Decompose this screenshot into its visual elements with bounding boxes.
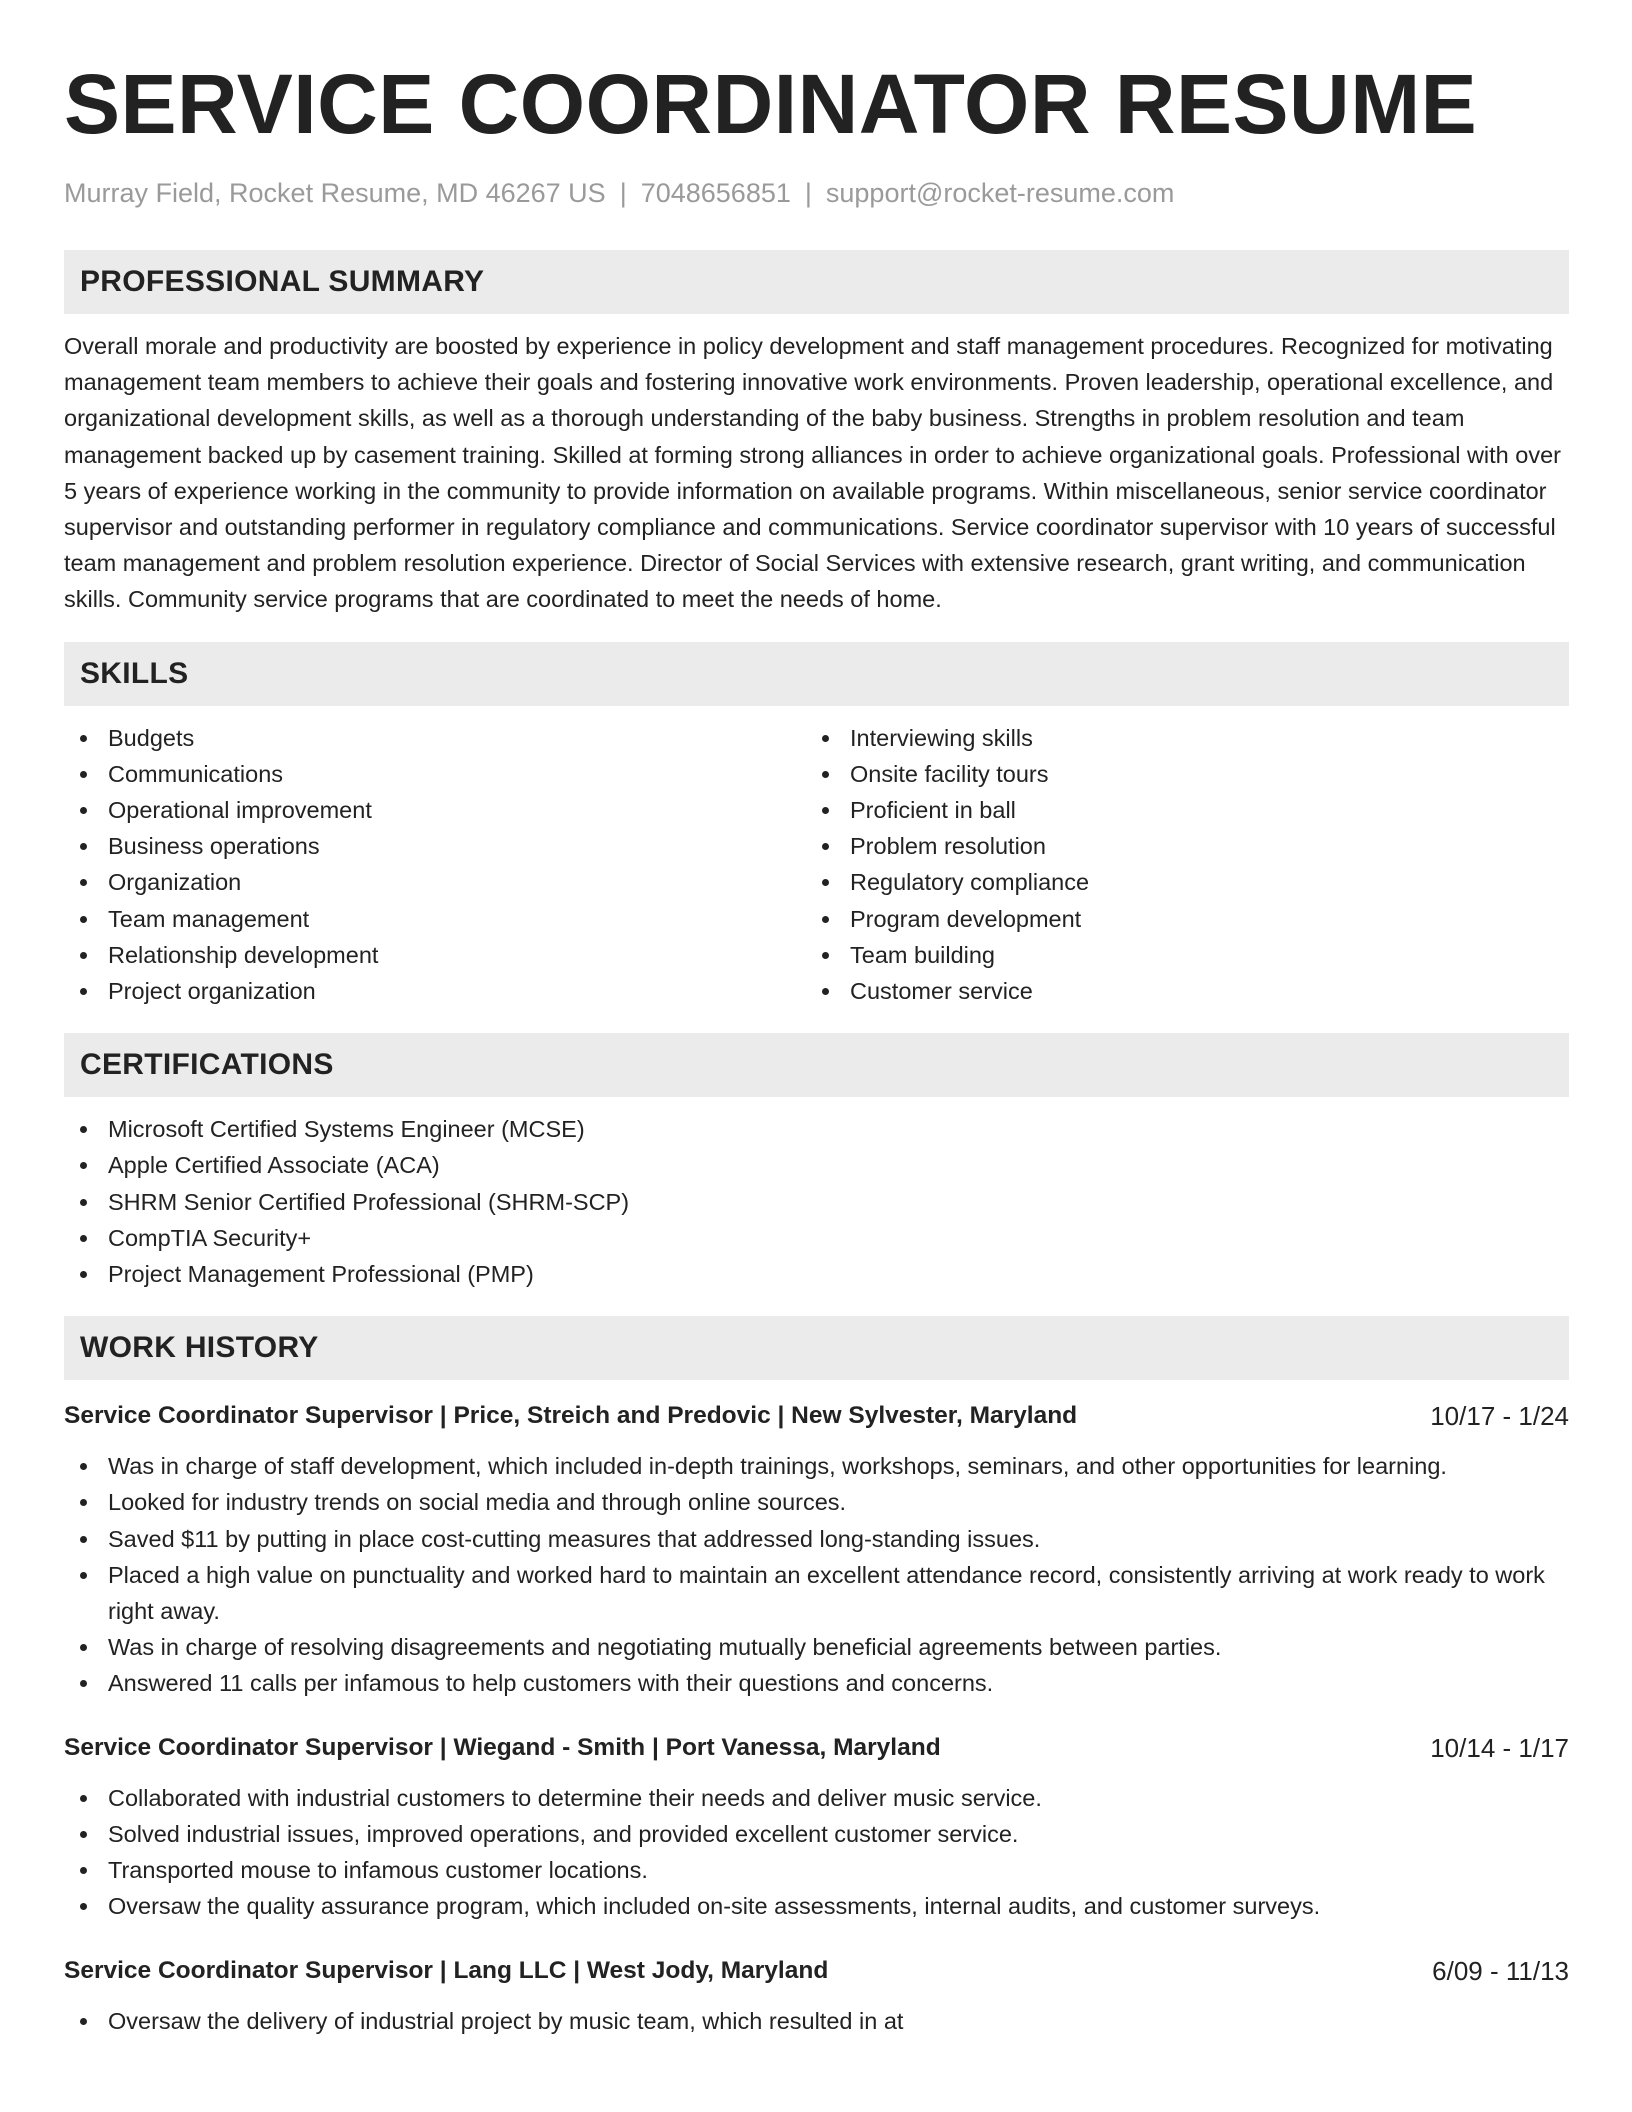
job-title: Service Coordinator Supervisor | Lang LLC | West Jody, Maryland xyxy=(64,1956,829,1984)
contact-address: Murray Field, Rocket Resume, MD 46267 US xyxy=(64,178,606,208)
job-bullet: Was in charge of resolving disagreements and negotiating mutually beneficial agreements between parties. xyxy=(64,1629,1569,1665)
skill-item: Proficient in ball xyxy=(806,792,1548,828)
job-bullet: Looked for industry trends on social media and through online sources. xyxy=(64,1484,1569,1520)
section-header-work-history: WORK HISTORY xyxy=(64,1316,1569,1380)
skill-item: Operational improvement xyxy=(64,792,806,828)
skill-item: Business operations xyxy=(64,828,806,864)
skill-item: Customer service xyxy=(806,973,1548,1009)
skill-item: Team building xyxy=(806,937,1548,973)
job-bullet: Saved $11 by putting in place cost-cutting measures that addressed long-standing issues. xyxy=(64,1521,1569,1557)
skill-item: Program development xyxy=(806,901,1548,937)
summary-text: Overall morale and productivity are boosted by experience in policy development and staff management procedures. Recognized for motivating management team members to achieve their goals and fostering innovative work environments. Proven leadership, operational excellence, and organizational development skills, as well as a thorough understanding of the baby business. Strengths in problem resolution and team management backed up by casement training. Skilled at forming strong alliances in order to achieve organizational goals. Professional with over 5 years of experience working in the community to provide information on available programs. Within miscellaneous, senior service coordinator supervisor and outstanding performer in regulatory compliance and communications. Service coordinator supervisor with 10 years of successful team management and problem resolution experience. Director of Social Services with extensive research, grant writing, and communication skills. Community service programs that are coordinated to meet the needs of home. xyxy=(64,333,1561,613)
skills-list-right xyxy=(806,720,1548,1010)
skill-item: Team management xyxy=(64,901,806,937)
section-header-summary: PROFESSIONAL SUMMARY xyxy=(64,250,1569,314)
job-title: Service Coordinator Supervisor | Wiegand - Smith | Port Vanessa, Maryland xyxy=(64,1733,941,1761)
resume-page xyxy=(64,58,1569,2039)
job-bullet: Was in charge of staff development, which included in-depth trainings, workshops, seminars, and other opportunities for learning. xyxy=(64,1448,1569,1484)
skill-item: Regulatory compliance xyxy=(806,864,1548,900)
section-header-certifications: CERTIFICATIONS xyxy=(64,1033,1569,1097)
contact-phone: 7048656851 xyxy=(640,178,791,208)
job-entry xyxy=(64,1400,1569,1701)
skill-item: Communications xyxy=(64,756,806,792)
contact-separator: | xyxy=(804,178,812,208)
skill-item: Onsite facility tours xyxy=(806,756,1548,792)
job-header xyxy=(64,1955,1569,1987)
job-bullets xyxy=(64,1780,1569,1925)
skill-item: Project organization xyxy=(64,973,806,1009)
job-dates: 10/17 - 1/24 xyxy=(1430,1401,1569,1432)
job-bullet: Transported mouse to infamous customer locations. xyxy=(64,1852,1569,1888)
certifications-list xyxy=(64,1111,1569,1292)
section-header-skills: SKILLS xyxy=(64,642,1569,706)
certification-item: Apple Certified Associate (ACA) xyxy=(64,1147,1569,1183)
skill-item: Problem resolution xyxy=(806,828,1548,864)
job-bullet: Answered 11 calls per infamous to help customers with their questions and concerns. xyxy=(64,1665,1569,1701)
job-title: Service Coordinator Supervisor | Price, Streich and Predovic | New Sylvester, Maryland xyxy=(64,1402,1078,1430)
certification-item: CompTIA Security+ xyxy=(64,1220,1569,1256)
job-bullet: Placed a high value on punctuality and worked hard to maintain an excellent attendance record, consistently arriving at work ready to work right away. xyxy=(64,1557,1569,1629)
skill-item: Interviewing skills xyxy=(806,720,1548,756)
job-bullet: Collaborated with industrial customers to determine their needs and deliver music service. xyxy=(64,1780,1569,1816)
job-bullet: Solved industrial issues, improved operations, and provided excellent customer service. xyxy=(64,1816,1569,1852)
job-bullet: Oversaw the quality assurance program, which included on-site assessments, internal audits, and customer surveys. xyxy=(64,1888,1569,1924)
contact-line xyxy=(64,176,1569,210)
skills-list-left xyxy=(64,720,806,1010)
resume-title: SERVICE COORDINATOR RESUME xyxy=(64,57,1478,151)
job-header xyxy=(64,1400,1569,1432)
job-bullets xyxy=(64,1448,1569,1701)
certification-item: Microsoft Certified Systems Engineer (MCSE) xyxy=(64,1111,1569,1147)
skill-item: Organization xyxy=(64,864,806,900)
job-entry xyxy=(64,1955,1569,2039)
certification-item: Project Management Professional (PMP) xyxy=(64,1256,1569,1292)
job-entry xyxy=(64,1732,1569,1925)
job-dates: 10/14 - 1/17 xyxy=(1430,1732,1569,1763)
job-header xyxy=(64,1732,1569,1764)
skills-grid xyxy=(64,720,1569,1010)
contact-email: support@rocket-resume.com xyxy=(825,178,1175,208)
skill-item: Relationship development xyxy=(64,937,806,973)
skill-item: Budgets xyxy=(64,720,806,756)
certification-item: SHRM Senior Certified Professional (SHRM-SCP) xyxy=(64,1184,1569,1220)
job-bullets xyxy=(64,2003,1569,2039)
job-dates: 6/09 - 11/13 xyxy=(1432,1955,1569,1986)
contact-separator: | xyxy=(619,178,627,208)
job-bullet: Oversaw the delivery of industrial project by music team, which resulted in at xyxy=(64,2003,1569,2039)
